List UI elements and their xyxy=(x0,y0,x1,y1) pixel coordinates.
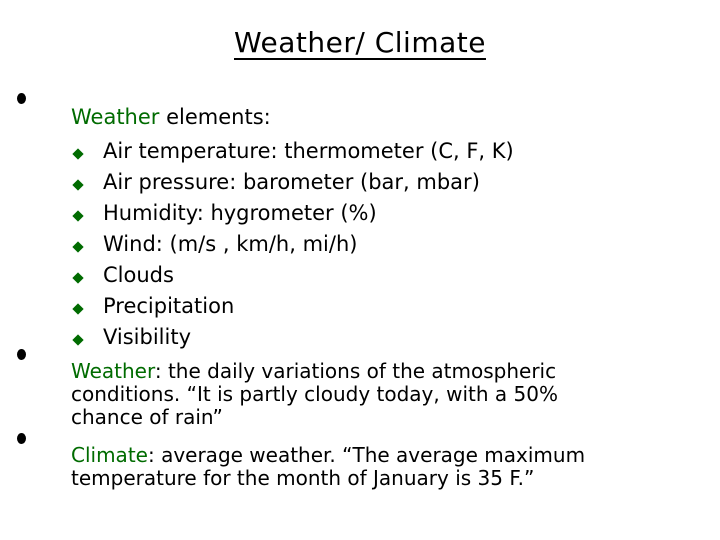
sub-item-label: Clouds xyxy=(103,263,174,287)
weather-definition xyxy=(71,360,636,429)
diamond-bullet-icon xyxy=(72,210,83,221)
diamond-bullet-icon xyxy=(72,148,83,159)
weather-term: Weather xyxy=(71,105,160,129)
climate-term: Climate xyxy=(71,443,148,467)
weather-definition-text: : the daily variations of the atmospheric conditions. “It is partly cloudy today, with a 50% chance of rain” xyxy=(71,359,558,429)
diamond-bullet-icon xyxy=(72,179,83,190)
weather-elements-heading xyxy=(71,102,271,133)
diamond-bullet-icon xyxy=(72,241,83,252)
sub-item-label: Precipitation xyxy=(103,294,235,318)
sub-item-label: Humidity: hygrometer (%) xyxy=(103,201,377,225)
bullet-dot xyxy=(17,433,26,444)
slide-title: Weather/ Climate xyxy=(234,26,486,59)
diamond-bullet-icon xyxy=(72,272,83,283)
climate-definition-text: : average weather. “The average maximum temperature for the month of January is 35 F.” xyxy=(71,443,586,490)
sub-item-label: Wind: (m/s , km/h, mi/h) xyxy=(103,232,358,256)
weather-elements-rest: elements: xyxy=(159,105,271,129)
diamond-bullet-icon xyxy=(72,334,83,345)
sub-item-label: Air temperature: thermometer (C, F, K) xyxy=(103,139,514,163)
weather-term: Weather xyxy=(71,359,155,383)
bullet-dot xyxy=(17,349,26,360)
sub-item-label: Air pressure: barometer (bar, mbar) xyxy=(103,170,480,194)
diamond-bullet-icon xyxy=(72,303,83,314)
bullet-dot xyxy=(17,93,26,104)
sub-item-label: Visibility xyxy=(103,325,192,349)
climate-definition xyxy=(71,444,636,490)
